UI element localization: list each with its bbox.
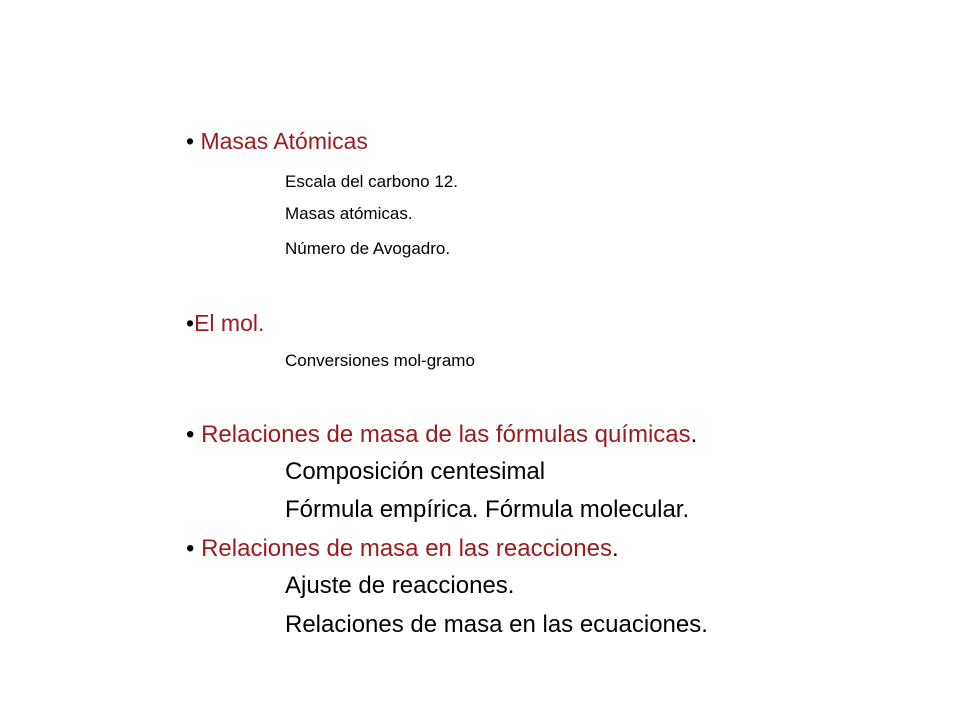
section-heading-relaciones-formulas [186, 423, 697, 447]
heading-text: El mol. [194, 310, 265, 336]
heading-tail: . [611, 535, 619, 562]
list-item: Composición centesimal [285, 458, 546, 485]
list-item: Conversiones mol-gramo [285, 351, 475, 370]
bullet-icon: • [186, 128, 195, 154]
list-item: Fórmula empírica. Fórmula molecular. [285, 496, 690, 523]
heading-tail: . [690, 421, 698, 448]
list-item: Número de Avogadro. [285, 239, 451, 258]
section-heading-masas-atomicas [186, 130, 368, 153]
list-item: Escala del carbono 12. [285, 172, 458, 191]
list-item: Ajuste de reacciones. [285, 572, 515, 599]
heading-text: Masas Atómicas [200, 128, 368, 154]
list-item: Relaciones de masa en las ecuaciones. [285, 611, 708, 638]
bullet-icon: • [186, 421, 195, 448]
bullet-icon: • [186, 535, 195, 562]
heading-text: Relaciones de masa en las reacciones [201, 535, 612, 562]
list-item: Masas atómicas. [285, 204, 413, 223]
section-heading-relaciones-reacciones [186, 537, 619, 561]
bullet-icon: • [186, 310, 195, 336]
heading-text: Relaciones de masa de las fórmulas químicas [201, 421, 691, 448]
section-heading-el-mol [186, 312, 264, 335]
